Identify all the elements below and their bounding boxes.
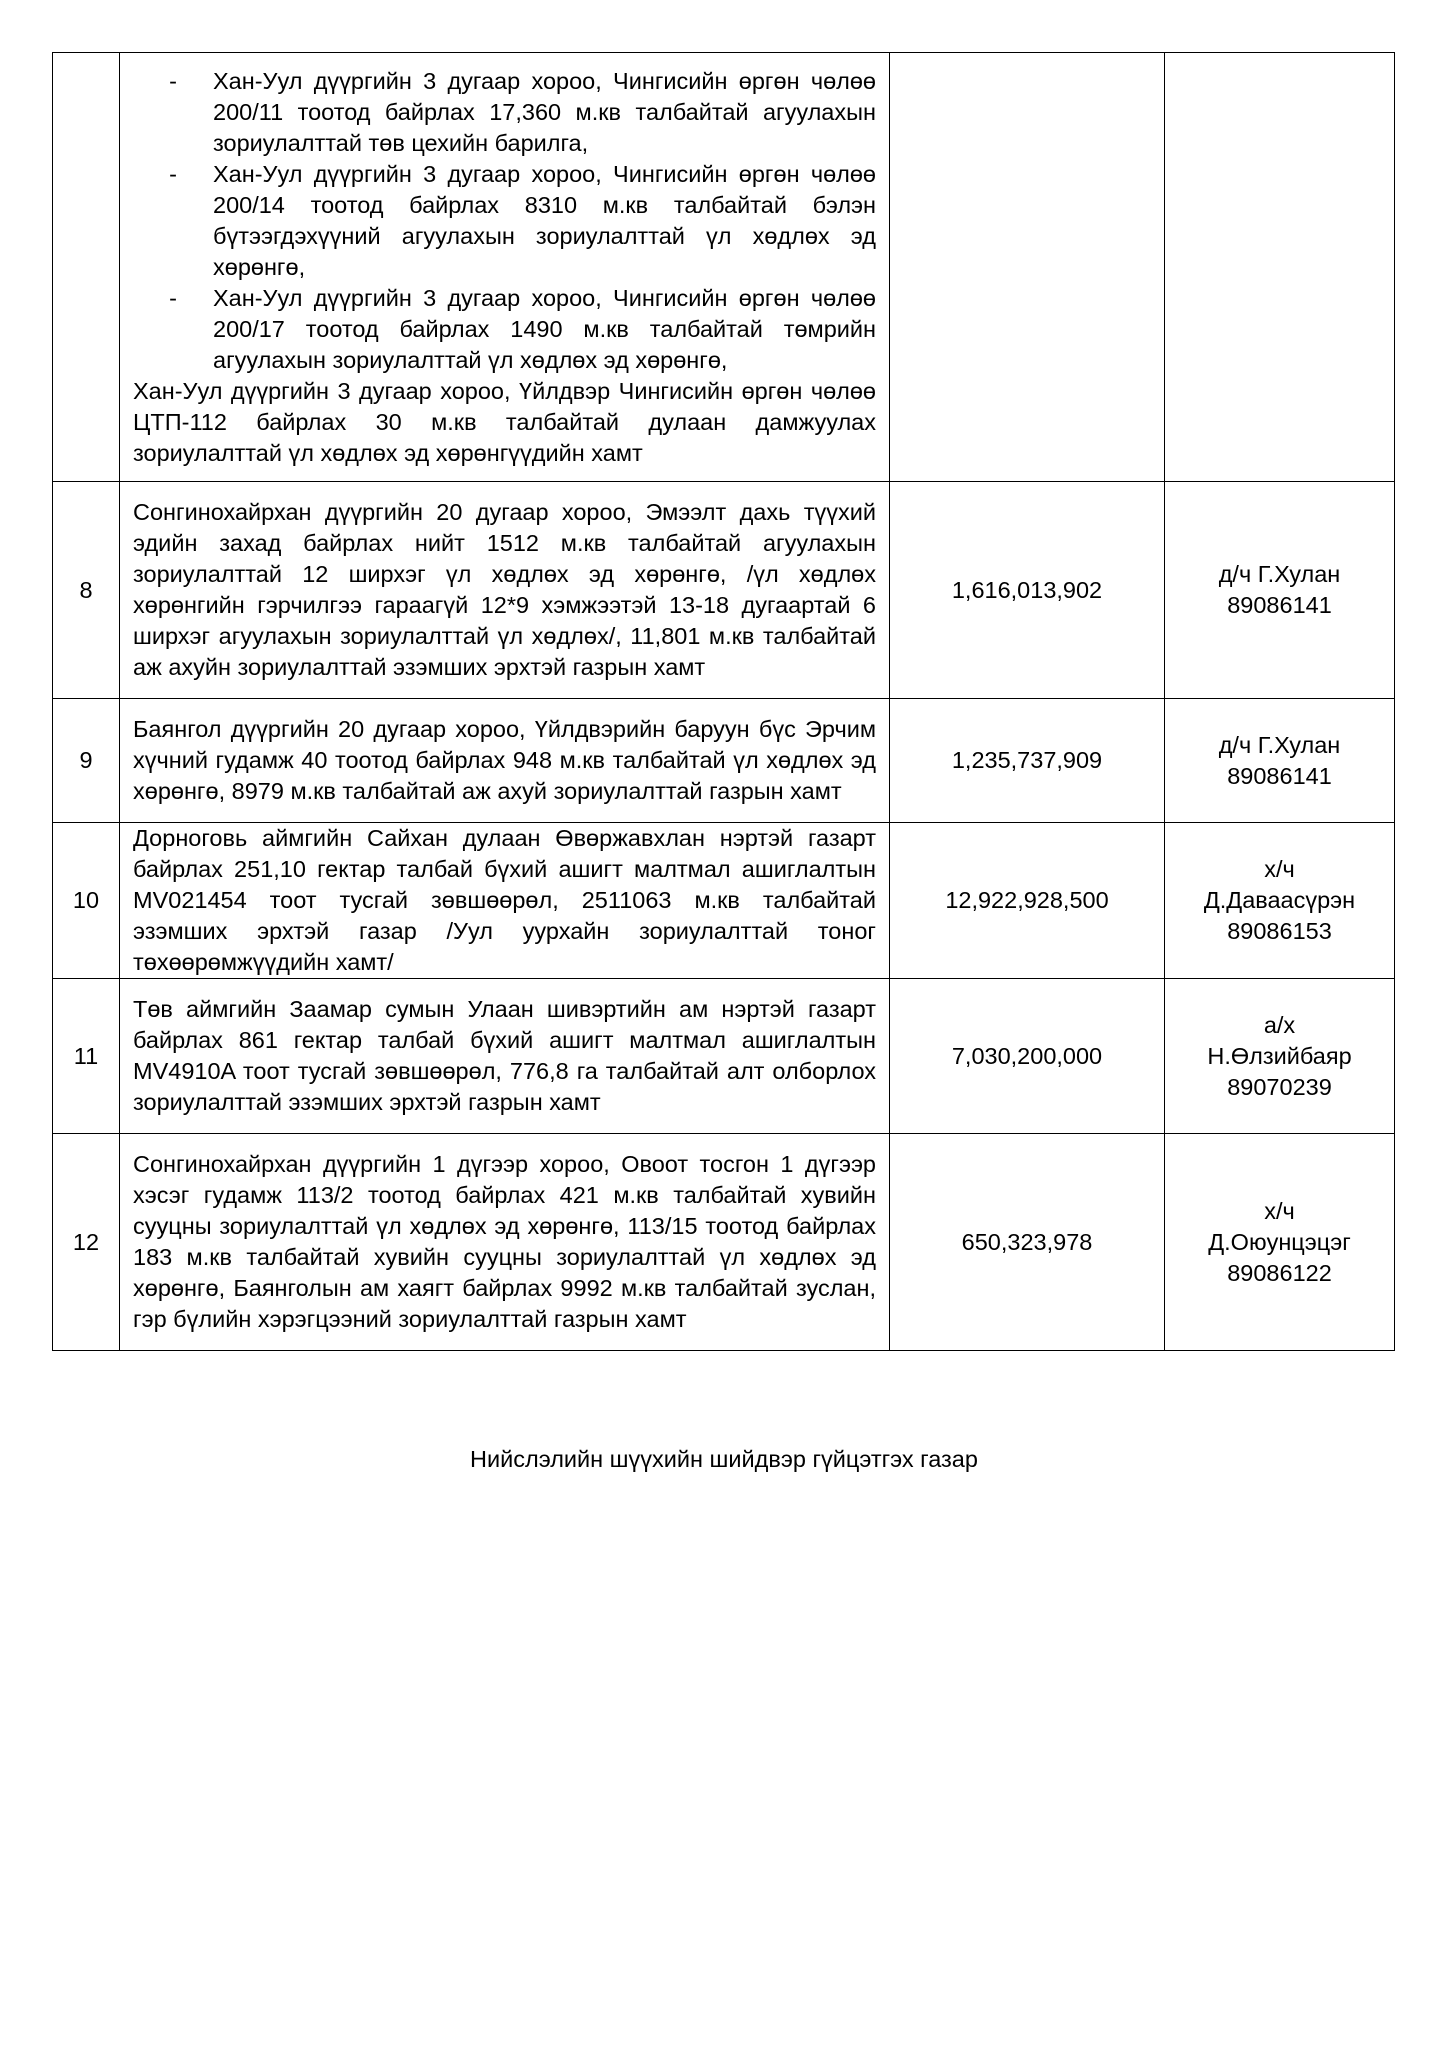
contact-line-1: х/ч [1264, 856, 1295, 882]
row-number [53, 53, 120, 482]
row-contact [1165, 979, 1395, 1134]
contact-line-1: а/х [1263, 1011, 1296, 1038]
row-contact [1165, 1134, 1395, 1351]
contact-line-1: д/ч Г.Хулан [1218, 561, 1341, 587]
bullet-dash: - [169, 284, 177, 311]
list-item [133, 283, 876, 376]
row-description [120, 53, 890, 482]
contact-line-1: д/ч Г.Хулан [1218, 731, 1341, 758]
list-item-text: Хан-Уул дүүргийн 3 дугаар хороо, Чингисийн өргөн чөлөө 200/14 тоотод байрлах 8310 м.кв талбайтай бэлэн бүтээгдэхүүний агуулахын зориулалттай үл хөдлөх эд хөрөнгө, [213, 160, 876, 280]
row-contact [1165, 823, 1395, 979]
bullet-dash: - [169, 67, 177, 94]
contact-line-2: 89086141 [1227, 592, 1332, 618]
list-item [133, 159, 876, 283]
row-number: 8 [53, 482, 120, 699]
row-contact [1165, 699, 1395, 823]
list-item [133, 66, 876, 159]
row-number: 12 [53, 1134, 120, 1351]
row-price: 650,323,978 [890, 1134, 1165, 1351]
contact-line-3: 89086153 [1227, 918, 1332, 944]
asset-listing-table [52, 52, 1395, 1351]
row-description: Баянгол дүүргийн 20 дугаар хороо, Үйлдвэрийн баруун бүс Эрчим хүчний гудамж 40 тоотод байрлах 948 м.кв талбайтай үл хөдлөх эд хөрөнгө, 8979 м.кв талбайтай аж ахуй зориулалттай газрын хамт [120, 699, 890, 823]
table-row [53, 699, 1395, 823]
row-contact [1165, 53, 1395, 482]
row-number: 9 [53, 699, 120, 823]
footer-organization: Нийслэлийн шүүхийн шийдвэр гүйцэтгэх газар [470, 1446, 978, 1472]
table-row [53, 1134, 1395, 1351]
table-row [53, 979, 1395, 1134]
row-contact [1165, 482, 1395, 699]
table-row [53, 53, 1395, 482]
row-price: 1,616,013,902 [890, 482, 1165, 699]
contact-line-3: 89070239 [1227, 1073, 1332, 1100]
row-number: 11 [53, 979, 120, 1134]
row-description: Дорноговь аймгийн Сайхан дулаан Өвөржавхлан нэртэй газарт байрлах 251,10 гектар талбай бүхий ашигт малтмал ашиглалтын MV021454 тоот тусгай зөвшөөрөл, 2511063 м.кв талбайтай эзэмших эрхтэй газар /Уул уурхайн зориулалттай тоног төхөөрөмжүүдийн хамт/ [120, 823, 890, 979]
contact-line-2: Н.Өлзийбаяр [1207, 1042, 1352, 1069]
row-description: Сонгинохайрхан дүүргийн 20 дугаар хороо, Эмээлт дахь түүхий эдийн захад байрлах нийт 1512 м.кв талбайтай агуулахын зориулалттай 12 ширхэг үл хөдлөх эд хөрөнгө, /үл хөдлөх хөрөнгийн гэрчилгээ гараагүй 12*9 хэмжээтэй 13-18 дугаартай 6 ширхэг агуулахын зориулалттай үл хөдлөх/, 11,801 м.кв талбайтай аж ахуйн зориулалттай эзэмших эрхтэй газрын хамт [120, 482, 890, 699]
row-price: 1,235,737,909 [890, 699, 1165, 823]
contact-line-1: х/ч [1264, 1197, 1295, 1224]
table-row [53, 482, 1395, 699]
table-row [53, 823, 1395, 979]
row-price: 12,922,928,500 [890, 823, 1165, 979]
row-price: 7,030,200,000 [890, 979, 1165, 1134]
bullet-dash: - [169, 160, 177, 187]
description-tail: Хан-Уул дүүргийн 3 дугаар хороо, Үйлдвэр Чингисийн өргөн чөлөө ЦТП-112 байрлах 30 м.кв талбайтай дулаан дамжуулах зориулалттай үл хөдлөх эд хөрөнгүүдийн хамт [133, 377, 876, 466]
list-item-text: Хан-Уул дүүргийн 3 дугаар хороо, Чингисийн өргөн чөлөө 200/17 тоотод байрлах 1490 м.кв талбайтай төмрийн агуулахын зориулалттай үл хөдлөх эд хөрөнгө, [213, 284, 876, 373]
contact-line-2: 89086141 [1227, 762, 1332, 789]
row-description: Төв аймгийн Заамар сумын Улаан шивэртийн ам нэртэй газарт байрлах 861 гектар талбай бүхий ашигт малтмал ашиглалтын MV4910A тоот тусгай зөвшөөрөл, 776,8 га талбайтай алт олборлох зориулалттай эзэмших эрхтэй газрын хамт [120, 979, 890, 1134]
list-item-text: Хан-Уул дүүргийн 3 дугаар хороо, Чингисийн өргөн чөлөө 200/11 тоотод байрлах 17,360 м.кв талбайтай агуулахын зориулалттай төв цехийн барилга, [213, 67, 876, 156]
contact-line-3: 89086122 [1227, 1259, 1332, 1286]
row-price [890, 53, 1165, 482]
row-number: 10 [53, 823, 120, 979]
contact-line-2: Д.Даваасүрэн [1203, 887, 1356, 913]
row-description: Сонгинохайрхан дүүргийн 1 дүгээр хороо, Овоот тосгон 1 дүгээр хэсэг гудамж 113/2 тоотод байрлах 421 м.кв талбайтай хувийн сууцны зориулалттай үл хөдлөх эд хөрөнгө, 113/15 тоотод байрлах 183 м.кв талбайтай хувийн сууцны зориулалттай үл хөдлөх эд хөрөнгө, Баянголын ам хаягт байрлах 9992 м.кв талбайтай зуслан, гэр бүлийн хэрэгцээний зориулалттай газрын хамт [120, 1134, 890, 1351]
contact-line-2: Д.Оюунцэцэг [1208, 1228, 1351, 1255]
